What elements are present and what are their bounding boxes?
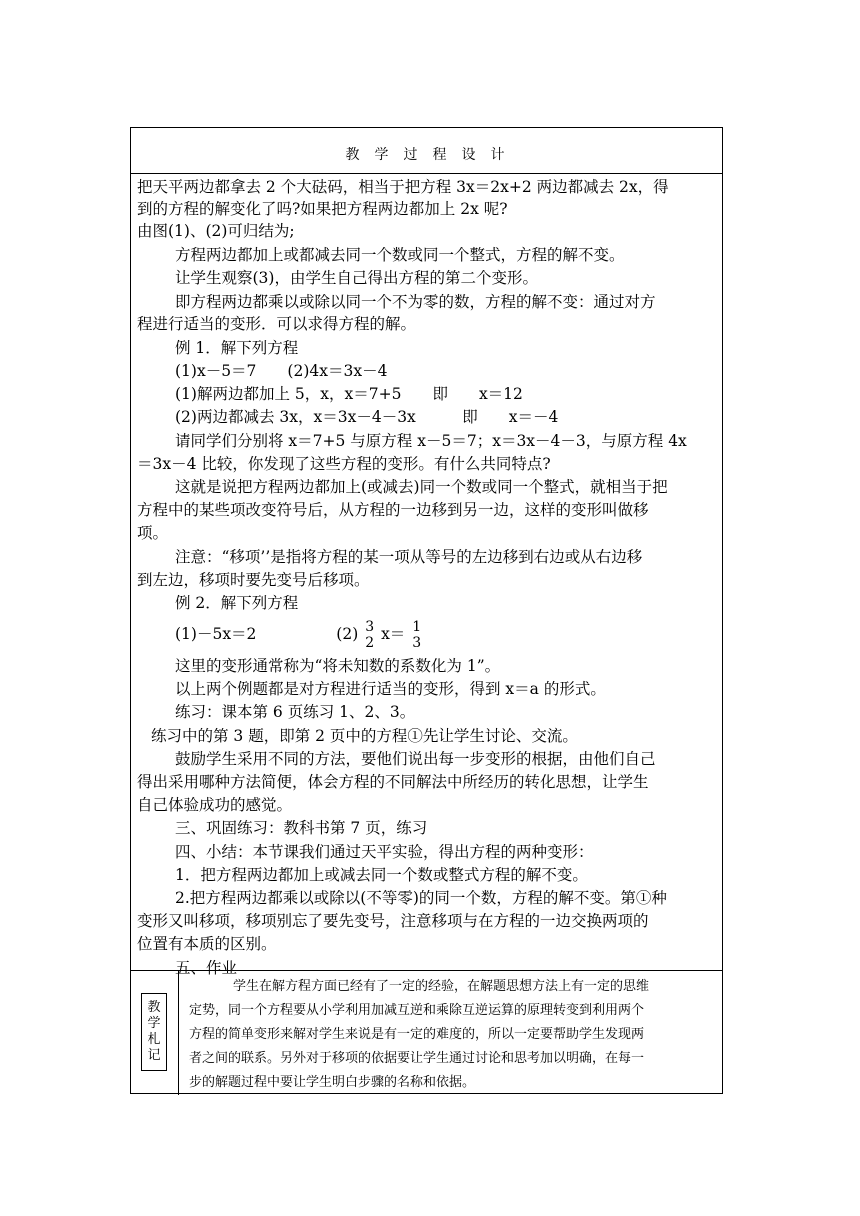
text-line: 自己体验成功的感觉。 [137,796,293,814]
text-line: 位置有本质的区别。 [137,935,277,953]
fraction-rhs [412,619,421,651]
notes-label-char: 札 [147,1032,161,1047]
text-line: 三、巩固练习：教科书第 7 页，练习 [175,819,428,837]
text-line: 四、小结：本节课我们通过天平实验，得出方程的两种变形： [175,843,594,861]
text-line: 五、作业 [175,959,238,977]
text-line: 项。 [137,524,169,542]
notes-label-cell [131,971,179,1095]
notes-label-char: 学 [147,1016,161,1031]
notes-label [141,993,167,1071]
notes-line: 学生在解方程方面已经有了一定的经验，在解题思想方法上有一定的思维 [233,979,650,994]
fraction-denominator: 3 [412,635,422,651]
text-line: ＝3x－4 比较，你发现了这些方程的变形。有什么共同特点? [137,455,551,473]
fraction-numerator: 3 [365,619,375,635]
fraction-numerator: 1 [412,619,422,635]
text-line: 到的方程的解变化了吗?如果把方程两边都加上 2x 呢? [137,200,508,218]
notes-label-char: 记 [147,1048,161,1063]
text-line: 鼓励学生采用不同的方法，要他们说出每一步变形的根据，由他们自己 [175,750,656,768]
text-line: 练习：课本第 6 页练习 1、2、3。 [175,703,416,721]
text-line: 例 1．解下列方程 [175,339,299,357]
notes-label-char: 教 [147,1000,161,1015]
text-line: (1)解两边都加上 5，x，x＝7+5 即 x＝12 [175,385,523,403]
text-line: 这里的变形通常称为“将未知数的系数化为 1”。 [175,657,501,675]
table-header [131,128,722,174]
equation-2-mid: x＝ [381,625,406,643]
notes-line: 者之间的联系。另外对于移项的依据要让学生通过讨论和思考加以明确，在每一 [189,1051,645,1066]
text-line: 练习中的第 3 题，即第 2 页中的方程①先让学生讨论、交流。 [151,727,578,745]
equation-2-prefix: (2) [336,625,359,643]
notes-line: 定势，同一个方程要从小学利用加减互逆和乘除互逆运算的原理转变到利用两个 [189,1003,645,1018]
text-line: 由图(1)、(2)可归结为; [137,222,295,240]
text-line: (2)两边都减去 3x，x＝3x－4－3x 即 x＝－4 [175,408,559,426]
text-line: 程进行适当的变形．可以求得方程的解。 [137,315,417,333]
fraction-denominator: 2 [365,635,375,651]
text-line: 这就是说把方程两边都加上(或减去)同一个数或同一个整式，就相当于把 [175,478,668,496]
text-line: 让学生观察(3)，由学生自己得出方程的第二个变形。 [175,269,538,287]
lesson-table [130,127,723,1094]
text-line: 把天平两边都拿去 2 个大砝码，相当于把方程 3x＝2x+2 两边都减去 2x，得 [137,178,669,196]
text-line: 注意：“移项’’是指将方程的某一项从等号的左边移到右边或从右边移 [175,548,643,566]
notes-line: 步的解题过程中要让学生明白步骤的名称和依据。 [189,1075,476,1090]
teaching-notes-section [131,970,722,1095]
text-line: 例 2．解下列方程 [175,594,299,612]
text-line: 方程中的某些项改变符号后，从方程的一边移到另一边，这样的变形叫做移 [137,501,649,519]
page-title: 教学过程设计 [345,147,520,163]
text-line: 变形又叫移项，移项别忘了要先变号，注意移项与在方程的一边交换两项的 [137,912,649,930]
text-line: 2.把方程两边都乘以或除以(不等零)的同一个数，方程的解不变。第①种 [175,889,667,907]
text-line: 1．把方程两边都加上或减去同一个数或整式方程的解不变。 [175,866,588,884]
text-line: 到左边，移项时要先变号后移项。 [137,571,370,589]
text-line: 请同学们分别将 x＝7+5 与原方程 x－5＝7；x＝3x－4－3，与原方程 4x [175,432,687,450]
equation-1: (1)－5x＝2 [175,625,257,643]
text-line: 得出采用哪种方法简便，体会方程的不同解法中所经历的转化思想，让学生 [137,773,649,791]
text-line: (1)x－5＝7 (2)4x＝3x－4 [175,362,388,380]
text-line: 即方程两边都乘以或除以同一个不为零的数，方程的解不变：通过对方 [175,293,656,311]
notes-line: 方程的简单变形来解对学生来说是有一定的难度的，所以一定要帮助学生发现两 [189,1027,645,1042]
fraction-coefficient [365,619,374,651]
text-line: 方程两边都加上或都减去同一个数或同一个整式，方程的解不变。 [175,246,625,264]
text-line: 以上两个例题都是对方程进行适当的变形，得到 x＝a 的形式。 [175,680,606,698]
example2-equations [175,614,423,654]
